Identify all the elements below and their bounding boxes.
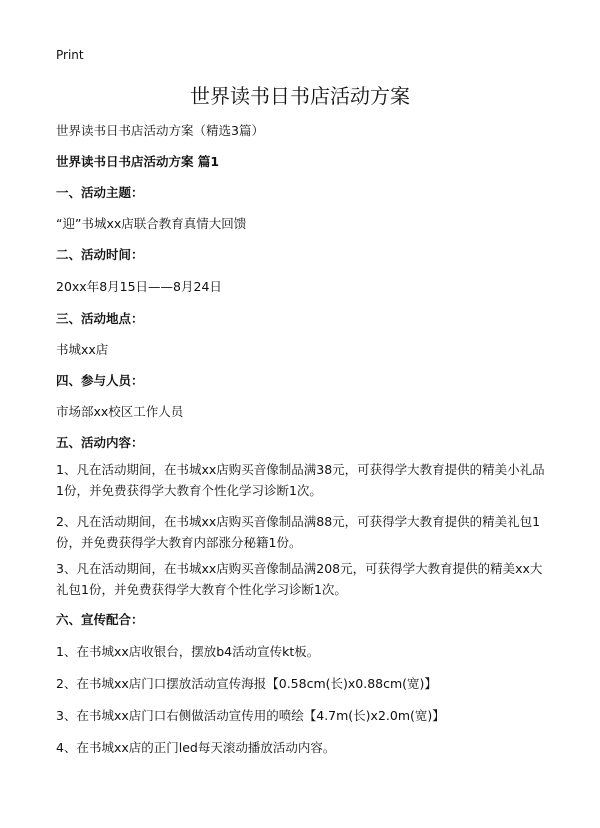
- people-text: 市场部xx校区工作人员: [56, 404, 184, 419]
- promo-item-1: 1、在书城xx店收银台，摆放b4活动宣传kt板。: [56, 644, 320, 659]
- content-item-2: 2、凡在活动期间，在书城xx店购买音像制品满88元，可获得学大教育提供的精美礼包1份，并免费获得学大教育内部涨分秘籍1份。: [56, 514, 541, 550]
- content-heading: 五、活动内容：: [56, 435, 144, 450]
- content-item-1: 1、凡在活动期间，在书城xx店购买音像制品满38元，可获得学大教育提供的精美小礼品1份，并免费获得学大教育个性化学习诊断1次。: [56, 462, 545, 498]
- people-heading: 四、参与人员：: [56, 373, 144, 388]
- time-heading: 二、活动时间：: [56, 247, 144, 262]
- promo-item-3: 3、在书城xx店门口右侧做活动宣传用的喷绘【4.7m(长)x2.0m(宽)】: [56, 708, 445, 723]
- document-subtitle: 世界读书日书店活动方案（精选3篇）: [56, 123, 264, 138]
- content-item-3: 3、凡在活动期间，在书城xx店购买音像制品满208元，可获得学大教育提供的精美xx大礼包1份，并免费获得学大教育个性化学习诊断1次。: [56, 561, 543, 597]
- theme-text: “迎”书城xx店联合教育真情大回馈: [56, 216, 247, 231]
- theme-heading: 一、活动主题：: [56, 185, 144, 200]
- place-text: 书城xx店: [56, 342, 109, 357]
- print-label: Print: [56, 48, 84, 62]
- promo-item-4: 4、在书城xx店的正门led每天滚动播放活动内容。: [56, 740, 336, 755]
- place-heading: 三、活动地点：: [56, 311, 144, 326]
- section-title: 世界读书日书店活动方案 篇1: [56, 154, 220, 169]
- document-title: 世界读书日书店活动方案: [190, 84, 410, 108]
- time-text: 20xx年8月15日——8月24日: [56, 279, 222, 294]
- promo-heading: 六、宣传配合：: [56, 612, 144, 627]
- promo-item-2: 2、在书城xx店门口摆放活动宣传海报【0.58cm(长)x0.88cm(宽)】: [56, 676, 437, 691]
